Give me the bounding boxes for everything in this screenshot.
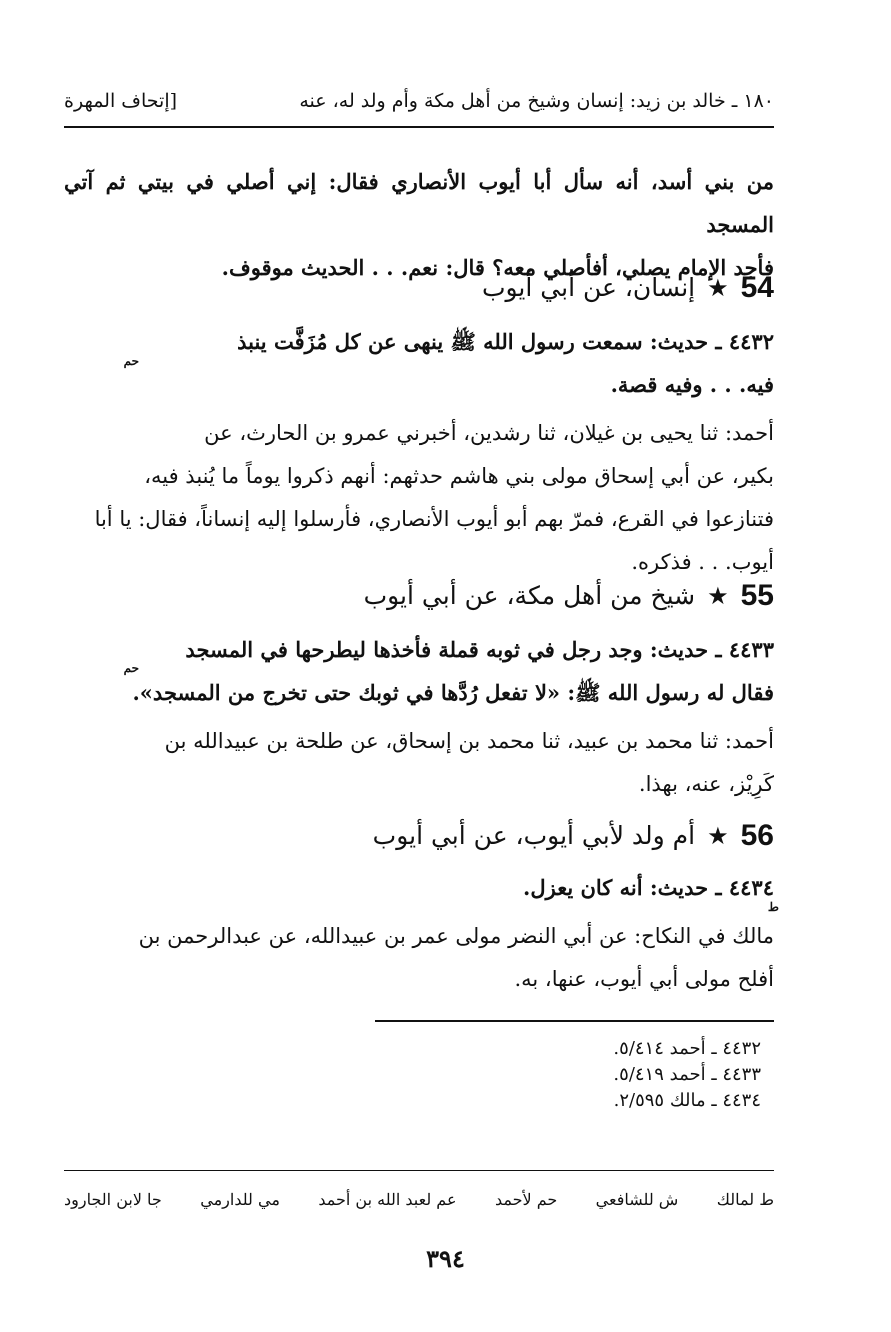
abbreviation: حم لأحمد <box>494 1190 558 1209</box>
source-mark: حم <box>123 354 139 368</box>
abbreviation: ط لمالك <box>716 1190 774 1209</box>
chapter-title: ١٨٠ ـ خالد بن زيد: إنسان وشيخ من أهل مكة وأم ولد له، عنه <box>299 90 774 112</box>
isnad-4434 <box>64 915 774 1001</box>
header-rule <box>64 126 774 128</box>
hadith-line-1: ٤٤٣٣ ـ حديث: وجد رجل في ثوبه قملة فأخذها ليطرحها في المسجد <box>185 637 774 662</box>
page-number: ٣٩٤ <box>426 1244 465 1273</box>
star-icon: ★ <box>707 274 729 302</box>
source-mark: ط <box>767 900 779 914</box>
star-icon: ★ <box>707 582 729 610</box>
abbreviation: مي للدارمي <box>200 1190 280 1209</box>
hadith-number: ٤٤٣٣ <box>728 637 774 662</box>
isnad-4433 <box>64 720 774 806</box>
isnad-line: مالك في النكاح: عن أبي النضر مولى عمر بن عبيدالله، عن عبدالرحمن بن <box>138 924 774 948</box>
hadith-line-2: فقال له رسول الله ﷺ: «لا تفعل رُدَّها في ثوبك حتى تخرج من المسجد». <box>132 680 774 705</box>
abbreviation: جا لابن الجارود <box>64 1190 162 1209</box>
hadith-4434 <box>64 866 774 909</box>
footnote-item: ٤٤٣٣ ـ أحمد ٥/٤١٩. <box>613 1064 761 1085</box>
isnad-line: أيوب. . . فذكره. <box>631 550 774 574</box>
abbreviation: عم لعبد الله بن أحمد <box>318 1190 457 1209</box>
footnotes <box>375 1036 761 1114</box>
section-title: أم ولد لأبي أيوب، عن أبي أيوب <box>372 821 696 850</box>
hadith-line-2: فيه. . . وفيه قصة. <box>610 372 774 397</box>
section-56-heading <box>64 818 774 854</box>
section-number: 54 <box>740 271 774 304</box>
footnote-item: ٤٤٣٤ ـ مالك ٢/٥٩٥. <box>613 1090 761 1111</box>
hadith-4433 <box>64 628 774 714</box>
hadith-4432 <box>64 320 774 406</box>
hadith-number: ٤٤٣٢ <box>728 329 774 354</box>
isnad-line: أفلح مولى أبي أيوب، عنها، به. <box>514 967 774 991</box>
running-header <box>64 84 774 118</box>
isnad-line: كَرِيْز، عنه، بهذا. <box>638 772 774 796</box>
isnad-line: بكير، عن أبي إسحاق مولى بني هاشم حدثهم: أنهم ذكروا يوماً ما يُنبذ فيه، <box>144 464 774 488</box>
isnad-line: فتنازعوا في القرع، فمرّ بهم أبو أيوب الأنصاري، فأرسلوا إليه إنساناً، فقال: يا أبا <box>94 507 774 531</box>
source-mark: حم <box>123 661 139 675</box>
section-title: شيخ من أهل مكة، عن أبي أيوب <box>363 581 696 610</box>
hadith-line-1: ٤٤٣٤ ـ حديث: أنه كان يعزل. <box>523 875 774 900</box>
hadith-line-1: ٤٤٣٢ ـ حديث: سمعت رسول الله ﷺ ينهى عن كل مُزَفَّت ينبذ <box>237 329 774 354</box>
isnad-4432 <box>64 412 774 584</box>
abbreviations-legend <box>64 1190 774 1209</box>
abbreviation: ش للشافعي <box>595 1190 679 1209</box>
footnote-item: ٤٤٣٢ ـ أحمد ٥/٤١٤. <box>613 1038 761 1059</box>
isnad-line: أحمد: ثنا يحيى بن غيلان، ثنا رشدين، أخبرني عمرو بن الحارث، عن <box>204 421 774 445</box>
section-title: إنسان، عن أبي أيوب <box>481 273 696 302</box>
hadith-number: ٤٤٣٤ <box>728 875 774 900</box>
intro-line-2: فأجد الإمام يصلي، أفأصلي معه؟ قال: نعم. . . الحديث موقوف. <box>221 255 774 280</box>
section-number: 55 <box>740 579 774 612</box>
section-54-heading <box>64 270 774 306</box>
section-number: 56 <box>740 819 774 852</box>
star-icon: ★ <box>707 822 729 850</box>
book-title: [إتحاف المهرة <box>64 90 178 112</box>
abbreviations-rule <box>64 1170 774 1171</box>
section-55-heading <box>64 578 774 614</box>
isnad-line: أحمد: ثنا محمد بن عبيد، ثنا محمد بن إسحاق، عن طلحة بن عبيدالله بن <box>164 729 774 753</box>
footnote-rule <box>375 1020 774 1022</box>
intro-line-1: من بني أسد، أنه سأل أبا أيوب الأنصاري فقال: إني أصلي في بيتي ثم آتي المسجد <box>64 169 774 237</box>
